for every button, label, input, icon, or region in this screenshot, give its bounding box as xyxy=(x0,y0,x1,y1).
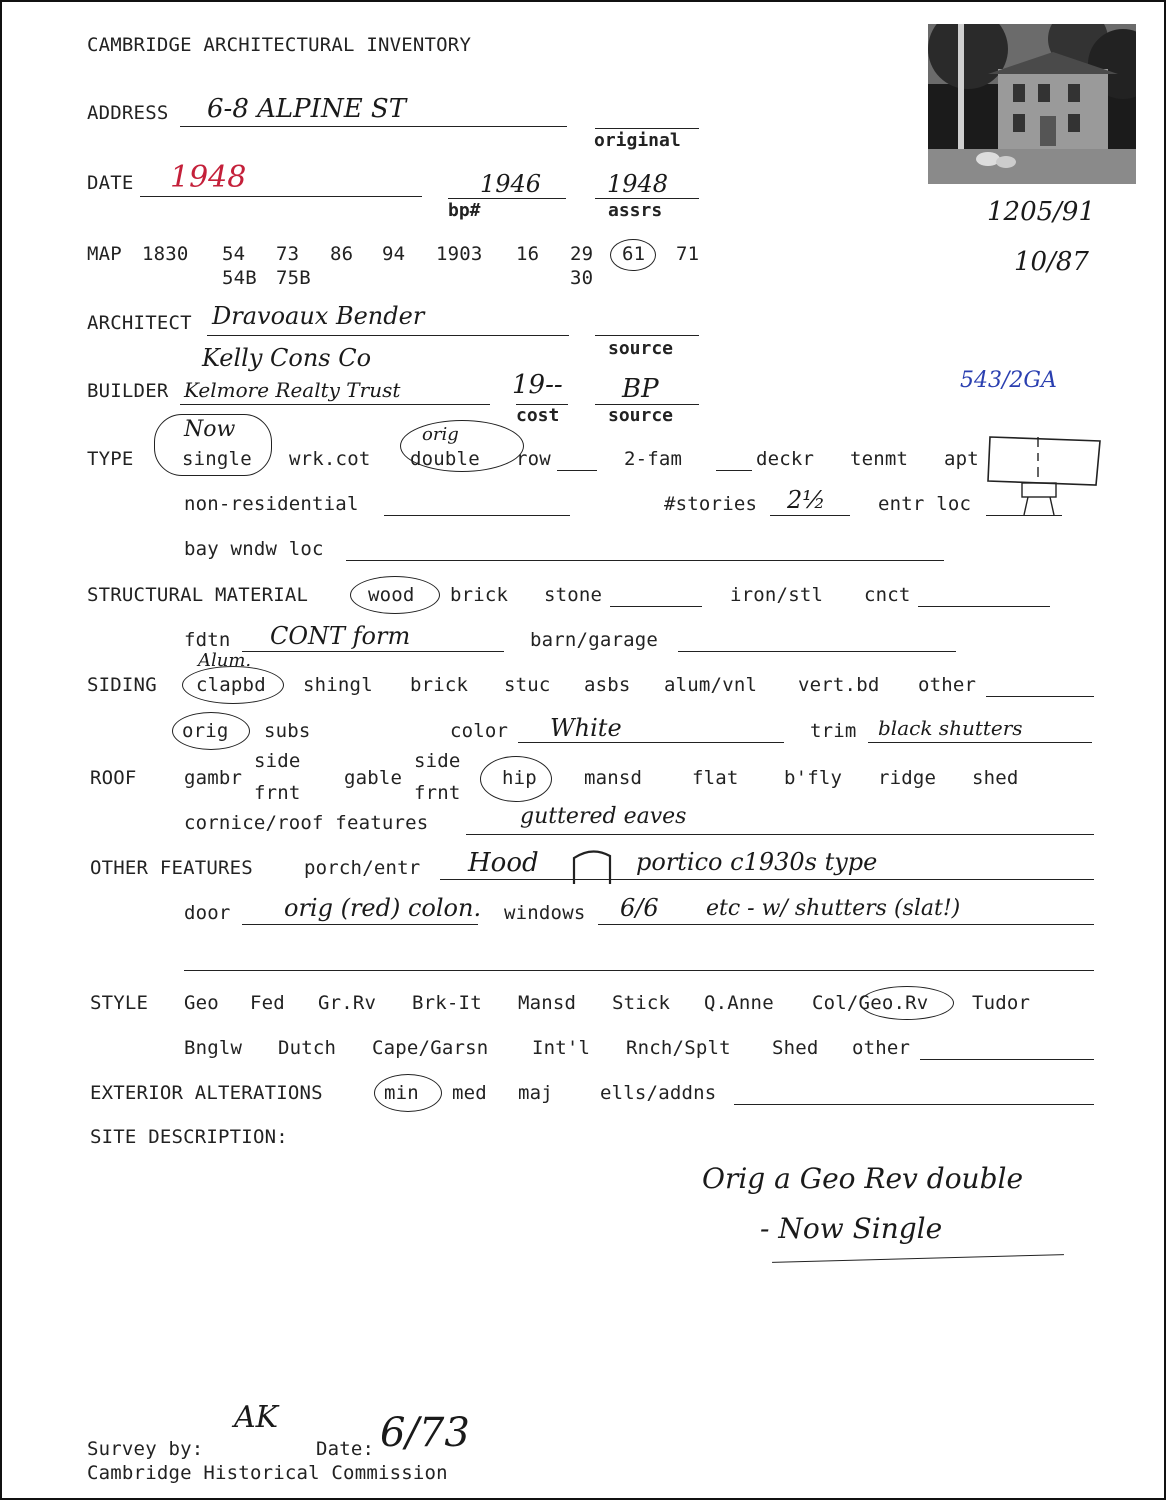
fdtn-line xyxy=(242,651,504,652)
survey-date-value: 6/73 xyxy=(380,1410,470,1456)
style-stick: Stick xyxy=(612,992,671,1014)
style-label: STYLE xyxy=(90,992,149,1014)
style-q-anne: Q.Anne xyxy=(704,992,774,1014)
map-94: 94 xyxy=(382,243,406,265)
site-note-underline xyxy=(772,1254,1064,1263)
siding-stuc: stuc xyxy=(504,674,551,696)
type-2-fam: 2-fam xyxy=(624,448,683,470)
roof-gable: gable xyxy=(344,767,403,789)
row-line xyxy=(557,470,597,471)
alterations-label: EXTERIOR ALTERATIONS xyxy=(90,1082,323,1104)
photo-note-1: 1205/91 xyxy=(987,197,1096,227)
style-brk-it: Brk-It xyxy=(412,992,482,1014)
type-label: TYPE xyxy=(87,448,134,470)
type-apt: apt xyxy=(944,448,979,470)
map-61-circle xyxy=(610,239,656,271)
map-29: 29 xyxy=(570,243,594,265)
architect-line xyxy=(207,335,569,336)
alt-min: min xyxy=(384,1082,419,1104)
type-row: row xyxy=(516,448,551,470)
style-bnglw: Bnglw xyxy=(184,1037,243,1059)
style-intl: Int'l xyxy=(532,1037,591,1059)
windows-label: windows xyxy=(504,902,586,924)
cornice-value: guttered eaves xyxy=(520,804,687,829)
barn-label: barn/garage xyxy=(530,629,659,651)
type-deckr: deckr xyxy=(756,448,815,470)
door-value: orig (red) colon. xyxy=(284,894,482,922)
roof-flat: flat xyxy=(692,767,739,789)
original-line xyxy=(595,128,699,129)
bp-value: 1946 xyxy=(480,170,542,198)
barn-line xyxy=(678,651,956,652)
roof-mansd: mansd xyxy=(584,767,643,789)
address-line xyxy=(180,126,567,127)
type-double: double xyxy=(410,448,480,470)
style-dutch: Dutch xyxy=(278,1037,337,1059)
roof-gambr: gambr xyxy=(184,767,243,789)
architect-source-label: source xyxy=(608,338,674,359)
stories-label: #stories xyxy=(664,493,758,515)
cnct-line xyxy=(918,606,1050,607)
stories-value: 2½ xyxy=(787,486,826,514)
map-75b: 75B xyxy=(276,267,311,289)
map-30: 30 xyxy=(570,267,594,289)
stone-line xyxy=(610,606,702,607)
structural-wood: wood xyxy=(368,584,415,606)
style-tudor: Tudor xyxy=(972,992,1031,1014)
survey-date-label: Date: xyxy=(316,1438,375,1460)
builder-value: Kelmore Realty Trust xyxy=(184,378,401,402)
map-54b: 54B xyxy=(222,267,257,289)
commission-name: Cambridge Historical Commission xyxy=(87,1462,448,1484)
door-label: door xyxy=(184,902,231,924)
alt-ells: ells/addns xyxy=(600,1082,717,1104)
siding-orig: orig xyxy=(182,720,229,742)
structural-iron: iron/stl xyxy=(730,584,824,606)
entr-loc-line xyxy=(986,515,1062,516)
site-label: SITE DESCRIPTION: xyxy=(90,1126,288,1148)
bay-line xyxy=(346,560,944,561)
builder-label: BUILDER xyxy=(87,380,169,402)
style-gr-rv: Gr.Rv xyxy=(318,992,377,1014)
builder-source-value: BP xyxy=(622,374,659,404)
building-photo xyxy=(928,24,1136,184)
map-16: 16 xyxy=(516,243,540,265)
survey-initials: AK xyxy=(234,1400,279,1435)
nonres-line xyxy=(384,515,570,516)
address-label: ADDRESS xyxy=(87,102,169,124)
style-fed: Fed xyxy=(250,992,285,1014)
alt-maj: maj xyxy=(518,1082,553,1104)
porch-line xyxy=(440,879,1094,880)
builder-value-top: Kelly Cons Co xyxy=(202,344,372,372)
nonres-label: non-residential xyxy=(184,493,359,515)
bp-line xyxy=(448,198,566,199)
bp-label: bp# xyxy=(448,200,481,221)
entr-loc-label: entr loc xyxy=(878,493,972,515)
date-value: 1948 xyxy=(170,160,247,195)
survey-label: Survey by: xyxy=(87,1438,204,1460)
portico-sketch xyxy=(570,846,616,886)
windows-value: 6/6 xyxy=(620,894,659,922)
siding-subs: subs xyxy=(264,720,311,742)
style-other-line xyxy=(920,1059,1094,1060)
orig-circle xyxy=(172,712,250,750)
roof-label: ROOF xyxy=(90,767,137,789)
fdtn-label: fdtn xyxy=(184,629,231,651)
assrs-line xyxy=(595,198,699,199)
date-line xyxy=(140,196,422,197)
extra-line xyxy=(184,970,1094,971)
builder-ref-note: 543/2GA xyxy=(960,368,1057,393)
assrs-label: assrs xyxy=(608,200,663,221)
date-label: DATE xyxy=(87,172,134,194)
roof-frnt-1: frnt xyxy=(254,782,301,804)
map-71: 71 xyxy=(676,243,700,265)
bay-label: bay wndw loc xyxy=(184,538,324,560)
style-shed: Shed xyxy=(772,1037,819,1059)
siding-alum-vnl: alum/vnl xyxy=(664,674,758,696)
siding-asbs: asbs xyxy=(584,674,631,696)
alt-med: med xyxy=(452,1082,487,1104)
cornice-label: cornice/roof features xyxy=(184,812,429,834)
original-label: original xyxy=(594,130,681,151)
hip-circle xyxy=(480,756,552,802)
roof-frnt-2: frnt xyxy=(414,782,461,804)
cost-value: 19-- xyxy=(512,370,563,400)
map-86: 86 xyxy=(330,243,354,265)
address-value: 6-8 ALPINE ST xyxy=(207,94,407,124)
photo-note-2: 10/87 xyxy=(1014,247,1089,277)
deckr-line xyxy=(716,470,752,471)
roof-shed: shed xyxy=(972,767,1019,789)
map-label: MAP xyxy=(87,243,122,265)
cost-label: cost xyxy=(516,405,560,426)
architect-source-line xyxy=(595,335,699,336)
porch-label: porch/entr xyxy=(304,857,421,879)
type-wrk-cot: wrk.cot xyxy=(289,448,371,470)
siding-label: SIDING xyxy=(87,674,157,696)
form-title: CAMBRIDGE ARCHITECTURAL INVENTORY xyxy=(87,34,472,56)
site-note-1: Orig a Geo Rev double xyxy=(702,1162,1024,1195)
roof-hip: hip xyxy=(502,767,537,789)
color-label: color xyxy=(450,720,509,742)
clapbd-circle xyxy=(182,666,284,704)
builder-line xyxy=(180,404,490,405)
windows-line xyxy=(598,924,1094,925)
style-geo: Geo xyxy=(184,992,219,1014)
structural-cnct: cnct xyxy=(864,584,911,606)
roof-bfly: b'fly xyxy=(784,767,843,789)
architect-label: ARCHITECT xyxy=(87,312,192,334)
door-line xyxy=(242,924,478,925)
geo-rv-circle xyxy=(860,986,954,1020)
siding-other: other xyxy=(918,674,977,696)
style-other: other xyxy=(852,1037,911,1059)
assrs-value: 1948 xyxy=(607,170,669,198)
trim-value: black shutters xyxy=(878,716,1023,740)
structural-label: STRUCTURAL MATERIAL xyxy=(87,584,309,606)
siding-clapbd: clapbd xyxy=(196,674,266,696)
siding-shingl: shingl xyxy=(303,674,373,696)
siding-vert-bd: vert.bd xyxy=(798,674,880,696)
siding-other-line xyxy=(986,696,1094,697)
type-double-circle xyxy=(400,420,524,472)
windows-note: etc - w/ shutters (slat!) xyxy=(706,896,961,921)
type-tenmt: tenmt xyxy=(850,448,909,470)
map-73: 73 xyxy=(276,243,300,265)
type-orig-note: orig xyxy=(422,424,459,445)
style-mansd: Mansd xyxy=(518,992,577,1014)
color-line xyxy=(518,742,784,743)
architect-value: Dravoaux Bender xyxy=(212,302,425,330)
fdtn-value: CONT form xyxy=(270,622,411,650)
other-features-label: OTHER FEATURES xyxy=(90,857,253,879)
structural-brick: brick xyxy=(450,584,509,606)
site-note-2: - Now Single xyxy=(760,1212,943,1245)
color-value: White xyxy=(550,714,622,742)
type-single-circle xyxy=(154,414,272,476)
trim-label: trim xyxy=(810,720,857,742)
min-circle xyxy=(374,1074,442,1112)
roof-side-1: side xyxy=(254,750,301,772)
map-54: 54 xyxy=(222,243,246,265)
type-now-note: Now xyxy=(184,417,236,442)
style-cape: Cape/Garsn xyxy=(372,1037,489,1059)
type-single: single xyxy=(182,448,252,470)
wood-circle xyxy=(350,576,440,614)
map-61: 61 xyxy=(622,243,646,265)
porch-value-2: portico c1930s type xyxy=(636,848,878,876)
structural-stone: stone xyxy=(544,584,603,606)
siding-brick: brick xyxy=(410,674,469,696)
style-col-geo-rv: Col/Geo.Rv xyxy=(812,992,929,1014)
builder-source-label: source xyxy=(608,405,674,426)
siding-alum-note: Alum. xyxy=(198,650,252,671)
trim-line xyxy=(868,742,1092,743)
roof-ridge: ridge xyxy=(878,767,937,789)
porch-value: Hood xyxy=(468,848,539,878)
stories-line xyxy=(770,515,850,516)
ells-line xyxy=(734,1104,1094,1105)
style-rnch: Rnch/Splt xyxy=(626,1037,731,1059)
footprint-sketch xyxy=(984,427,1104,527)
cornice-line xyxy=(466,834,1094,835)
map-1830: 1830 xyxy=(142,243,189,265)
roof-side-2: side xyxy=(414,750,461,772)
map-1903: 1903 xyxy=(436,243,483,265)
